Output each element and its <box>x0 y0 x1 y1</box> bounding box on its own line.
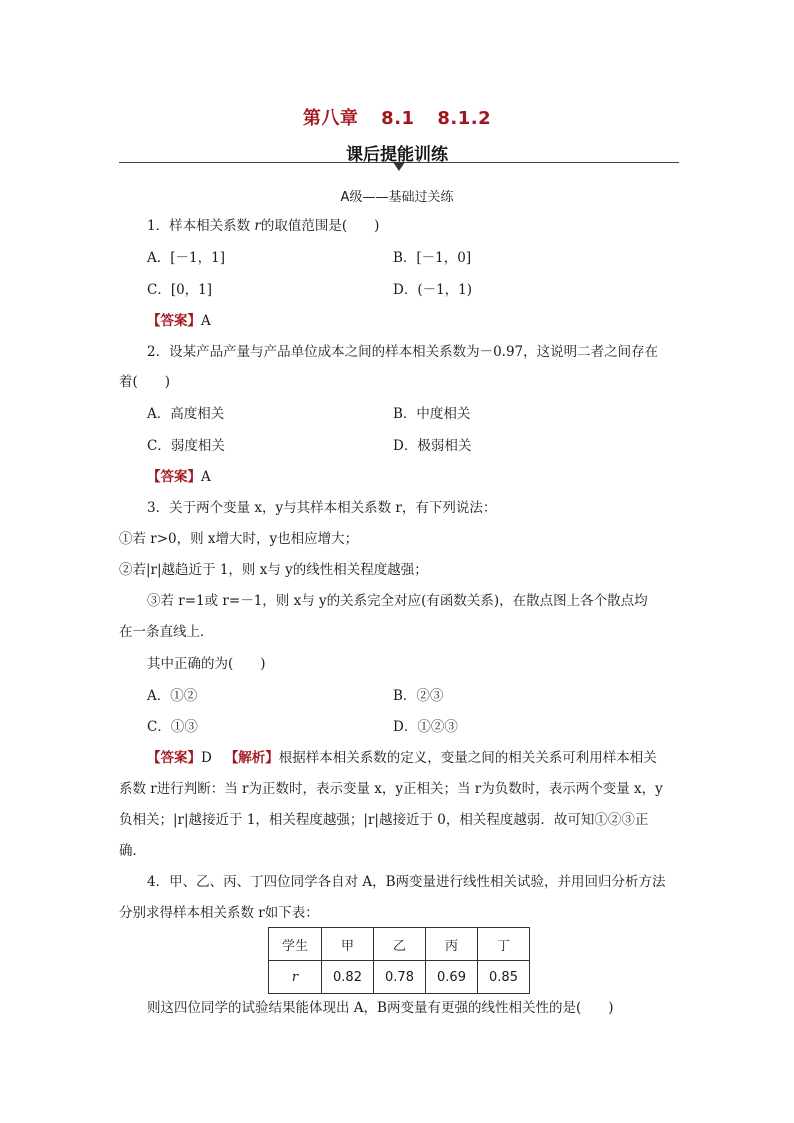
q1-stem-part1: 1．样本相关系数 <box>147 218 255 234</box>
chapter-heading <box>0 104 794 130</box>
table-header-cell: 学生 <box>269 928 322 961</box>
table-header-cell: 乙 <box>374 928 426 961</box>
q4-ask: 则这四位同学的试验结果能体现出 A，B两变量有更强的线性相关性的是( ) <box>147 1000 614 1016</box>
q4-stem-line1: 4．甲、乙、丙、丁四位同学各自对 A，B两变量进行线性相关试验，并用回归分析方法 <box>147 874 666 890</box>
q3-answer-value: D <box>201 750 212 766</box>
q3-option-d: D．①②③ <box>393 719 458 735</box>
table-header-cell: 甲 <box>322 928 374 961</box>
q1-var-r: r <box>254 218 261 234</box>
q3-answer-label: 【答案】 <box>147 750 201 766</box>
q3-statement-1: ①若 r>0，则 x增大时，y也相应增大； <box>119 531 359 547</box>
table-cell: r <box>269 961 322 994</box>
q2-option-c: C．弱度相关 <box>147 438 225 454</box>
q3-analysis-line3: 负相关；|r|越接近于 1，相关程度越强；|r|越接近于 0，相关程度越弱．故可知①②③正 <box>119 812 649 828</box>
q3-statement-3-line1: ③若 r=1或 r=－1，则 x与 y的关系完全对应(有函数关系)，在散点图上各个散点均 <box>147 593 648 609</box>
q2-answer-label: 【答案】 <box>147 469 201 485</box>
q3-analysis-line4: 确． <box>119 843 146 859</box>
q2-stem-line2: 着( ) <box>119 374 171 390</box>
q3-analysis-line2: 系数 r进行判断：当 r为正数时，表示变量 x，y正相关；当 r为负数时，表示两个变量 x，y <box>119 781 663 797</box>
chapter-label: 第八章 <box>302 108 359 129</box>
level-heading: A级——基础过关练 <box>340 190 454 205</box>
section-number: 8.1 <box>381 108 415 129</box>
q1-stem <box>147 216 379 236</box>
q1-option-c: C．[0，1] <box>147 282 213 298</box>
table-header-cell: 丁 <box>478 928 530 961</box>
q1-stem-part2: 的取值范围是( ) <box>260 218 380 234</box>
q2-answer <box>147 467 211 487</box>
q3-analysis-label: 【解析】 <box>224 750 279 766</box>
correlation-table <box>268 927 530 994</box>
q2-answer-value: A <box>201 469 211 485</box>
q3-stem: 3．关于两个变量 x，y与其样本相关系数 r，有下列说法： <box>147 500 497 516</box>
table-cell: 0.78 <box>374 961 426 994</box>
q2-option-a: A．高度相关 <box>147 406 225 422</box>
q2-option-b: B．中度相关 <box>393 406 471 422</box>
table-cell: 0.82 <box>322 961 374 994</box>
table-header-row <box>269 928 530 961</box>
q1-answer-label: 【答案】 <box>147 313 201 329</box>
q1-option-a: A．[－1，1] <box>147 250 225 266</box>
q3-option-a: A．①② <box>147 688 198 704</box>
q1-option-b: B．[－1，0] <box>393 250 472 266</box>
q3-ask: 其中正确的为( ) <box>147 656 266 672</box>
q2-stem-line1: 2．设某产品产量与产品单位成本之间的样本相关系数为－0.97，这说明二者之间存在 <box>147 344 659 360</box>
page-title: 课后提能训练 <box>346 145 448 165</box>
table-cell: 0.69 <box>426 961 478 994</box>
q4-stem-line2: 分别求得样本相关系数 r如下表： <box>119 905 319 921</box>
q1-answer-value: A <box>201 313 211 329</box>
q3-statement-2: ②若|r|越趋近于 1，则 x与 y的线性相关程度越强； <box>119 562 428 578</box>
triangle-down-icon <box>393 162 405 171</box>
table-row <box>269 961 530 994</box>
table-cell: 0.85 <box>478 961 530 994</box>
q3-answer <box>147 748 657 768</box>
table-header-cell: 丙 <box>426 928 478 961</box>
subsection-number: 8.1.2 <box>437 108 492 129</box>
q1-answer <box>147 311 211 331</box>
q1-option-d: D．(－1，1) <box>393 282 473 298</box>
q3-option-c: C．①③ <box>147 719 198 735</box>
q3-analysis-line1: 根据样本相关系数的定义，变量之间的相关关系可利用样本相关 <box>278 750 657 766</box>
q3-option-b: B．②③ <box>393 688 444 704</box>
q2-option-d: D．极弱相关 <box>393 438 472 454</box>
q3-statement-3-line2: 在一条直线上． <box>119 624 214 640</box>
